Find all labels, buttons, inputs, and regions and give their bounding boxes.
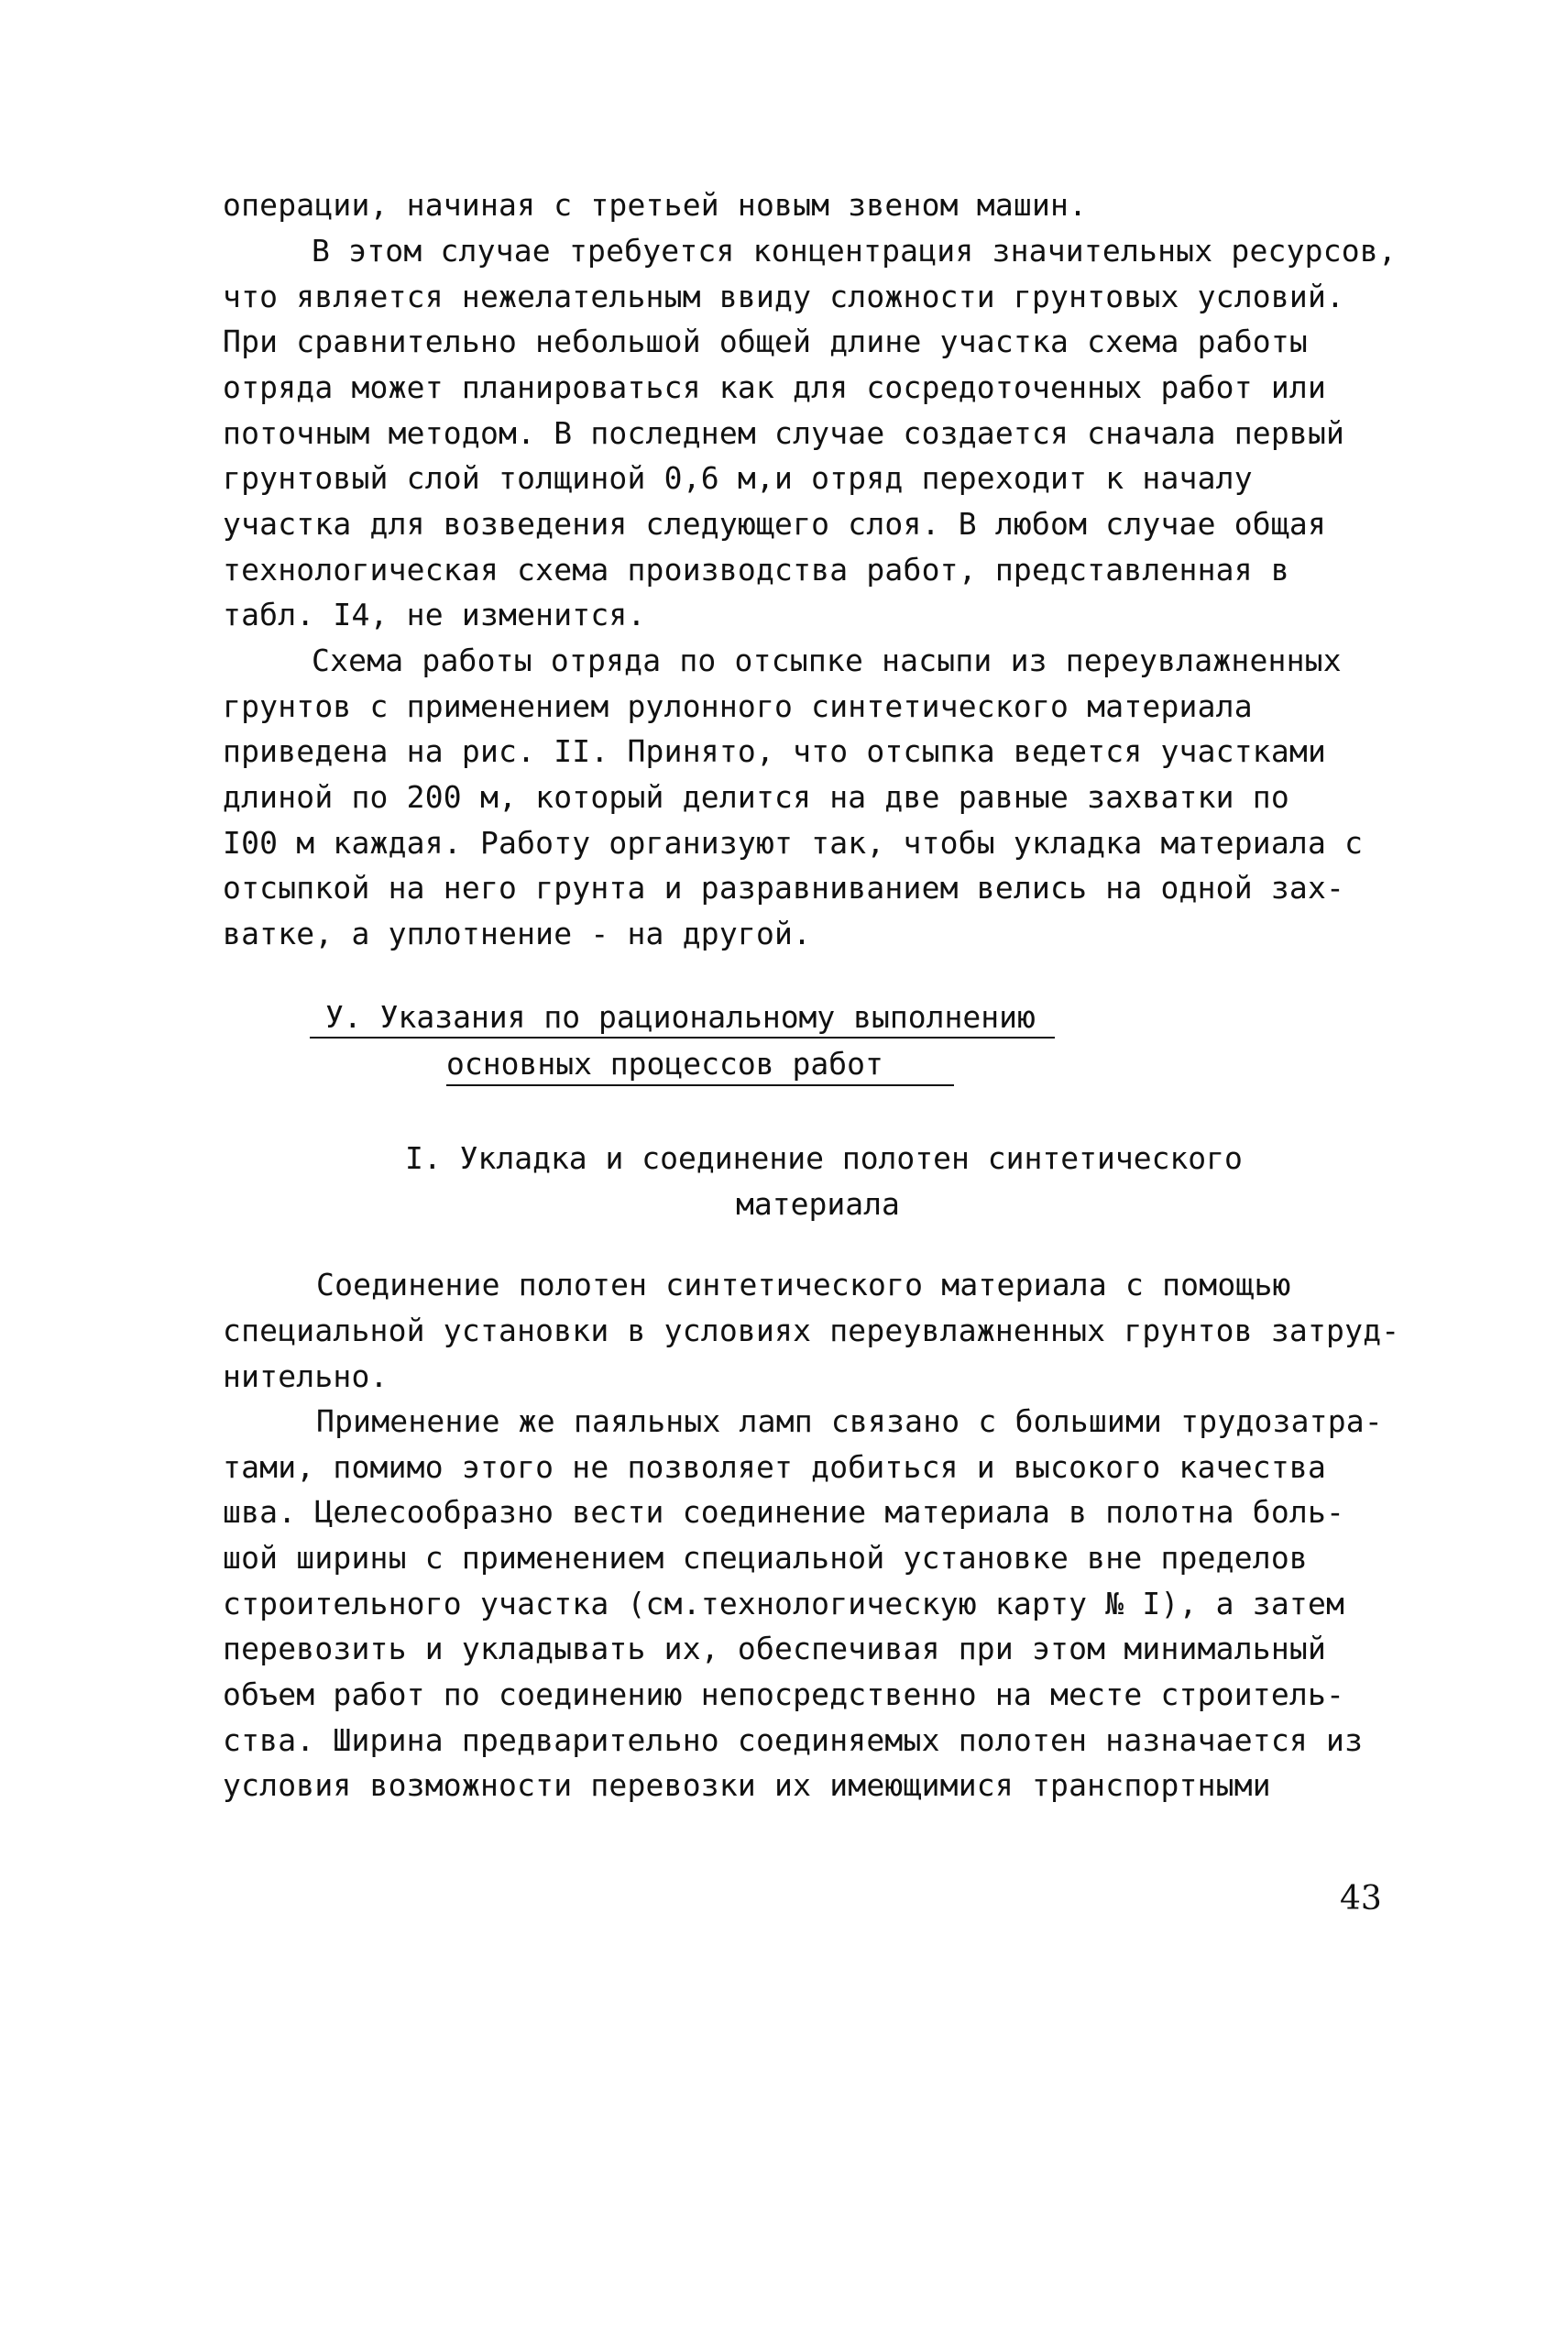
text-line: объем работ по соединению непосредственно на месте строитель- [223,1676,1345,1712]
text-line: шва. Целесообразно вести соединение материала в полотна боль- [223,1494,1345,1530]
text-line: перевозить и укладывать их, обеспечивая при этом минимальный [223,1631,1327,1666]
section-heading-line: У. Указания по рациональному выполнению [325,999,1036,1035]
text-line: Применение же паяльных ламп связано с большими трудозатра- [316,1403,1383,1439]
text-line: операции, начиная с третьей новым звеном машин. [223,187,1088,223]
text-line: строительного участка (см.технологическую карту № I), а затем [223,1586,1345,1621]
text-line: При сравнительно небольшой общей длине участка схема работы [223,324,1308,359]
text-line: грунтовый слой толщиной 0,6 м,и отряд переходит к началу [223,460,1253,496]
text-line: табл. I4, не изменится. [223,597,646,632]
text-line: ватке, а уплотнение - на другой. [223,916,812,951]
heading-underline [446,1084,954,1086]
text-line: Схема работы отряда по отсыпке насыпи из переувлажненных [312,643,1342,678]
text-line: условия возможности перевозки их имеющимися транспортными [223,1767,1271,1803]
text-line: грунтов с применением рулонного синтетического материала [223,688,1253,724]
text-line: Соединение полотен синтетического материала с помощью [316,1267,1291,1302]
text-line: что является нежелательным ввиду сложности грунтовых условий. [223,279,1345,314]
section-heading-line: основных процессов работ [446,1046,883,1082]
text-line: тами, помимо этого не позволяет добиться и высокого качества [223,1449,1327,1485]
text-line: технологическая схема производства работ, представленная в [223,552,1289,588]
text-line: шой ширины с применением специальной установке вне пределов [223,1540,1308,1576]
subsection-heading-line: материала [736,1186,900,1222]
text-line: участка для возведения следующего слоя. В любом случае общая [223,506,1327,542]
text-line: отсыпкой на него грунта и разравниванием велись на одной зах- [223,870,1345,906]
text-line: специальной установки в условиях переувлажненных грунтов затруд- [223,1313,1400,1348]
text-line: В этом случае требуется концентрация значительных ресурсов, [312,233,1397,269]
page-number: 43 [1340,1880,1382,1918]
text-line: поточным методом. В последнем случае создается сначала первый [223,415,1345,451]
text-line: I00 м каждая. Работу организуют так, чтобы укладка материала с [223,825,1364,861]
text-line: длиной по 200 м, который делится на две равные захватки по [223,779,1289,815]
text-line: приведена на рис. II. Принято, что отсыпка ведется участками [223,733,1327,769]
heading-underline [310,1037,1055,1039]
text-line: нительно. [223,1358,389,1394]
subsection-heading-line: I. Укладка и соединение полотен синтетического [405,1140,1243,1176]
text-line: отряда может планироваться как для сосредоточенных работ или [223,369,1327,405]
text-line: ства. Ширина предварительно соединяемых полотен назначается из [223,1722,1364,1758]
